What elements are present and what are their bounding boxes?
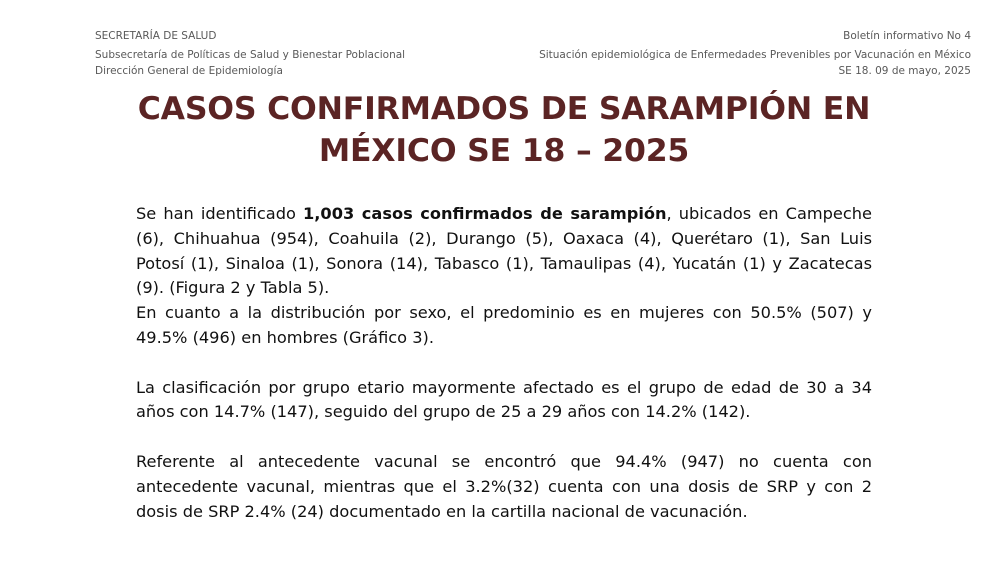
- header-right: [539, 28, 971, 79]
- page-title-line1: CASOS CONFIRMADOS DE SARAMPIÓN EN: [137, 91, 871, 127]
- paragraph-vaccination: Referente al antecedente vacunal se encontró que 94.4% (947) no cuenta con antecedente vacunal, mientras que el 3.2%(32) cuenta con una dosis de SRP y con 2 dosis de SRP 2.4% (24) documentado en la cartilla nacional de vacunación.: [136, 451, 872, 521]
- paragraph-spacer: [136, 351, 872, 376]
- header-bulletin-subject: Situación epidemiológica de Enfermedades Prevenibles por Vacunación en México: [539, 49, 971, 61]
- paragraph-spacer: [136, 425, 872, 450]
- header-undersecretariat: Subsecretaría de Políticas de Salud y Bienestar Poblacional: [95, 49, 406, 61]
- page-title-line2: MÉXICO SE 18 – 2025: [318, 133, 690, 169]
- paragraph-cases-intro: Se han identificado: [136, 204, 304, 223]
- paragraph-cases-highlight: 1,003 casos confirmados de sarampión: [303, 204, 667, 223]
- header-directorate: Dirección General de Epidemiología: [95, 65, 283, 77]
- paragraph-sex-distribution: En cuanto a la distribución por sexo, el predominio es en mujeres con 50.5% (507) y 49.5% (496) en hombres (Gráfico 3).: [136, 303, 872, 347]
- body-text: [136, 202, 872, 524]
- page-title: [0, 88, 1008, 172]
- paragraph-cases-states: , ubicados en Campeche (6), Chihuahua (954), Coahuila (2), Durango (5), Oaxaca (4), Querétaro (1), San Luis Potosí (1), Sinaloa (1), Sonora (14), Tabasco (1), Tamaulipas (4), Yucatán (1) y Zacatecas (9). (Figura 2 y Tabla 5).: [136, 204, 873, 298]
- paragraph-age-group: La clasificación por grupo etario mayormente afectado es el grupo de edad de 30 a 34 años con 14.7% (147), seguido del grupo de 25 a 29 años con 14.2% (142).: [136, 377, 872, 422]
- paragraph-cases: [136, 202, 872, 301]
- header-bulletin-number: Boletín informativo No 4: [843, 30, 971, 42]
- header-ministry: SECRETARÍA DE SALUD: [95, 30, 217, 42]
- header-bulletin-date: SE 18. 09 de mayo, 2025: [838, 65, 971, 77]
- header-left: [95, 28, 405, 79]
